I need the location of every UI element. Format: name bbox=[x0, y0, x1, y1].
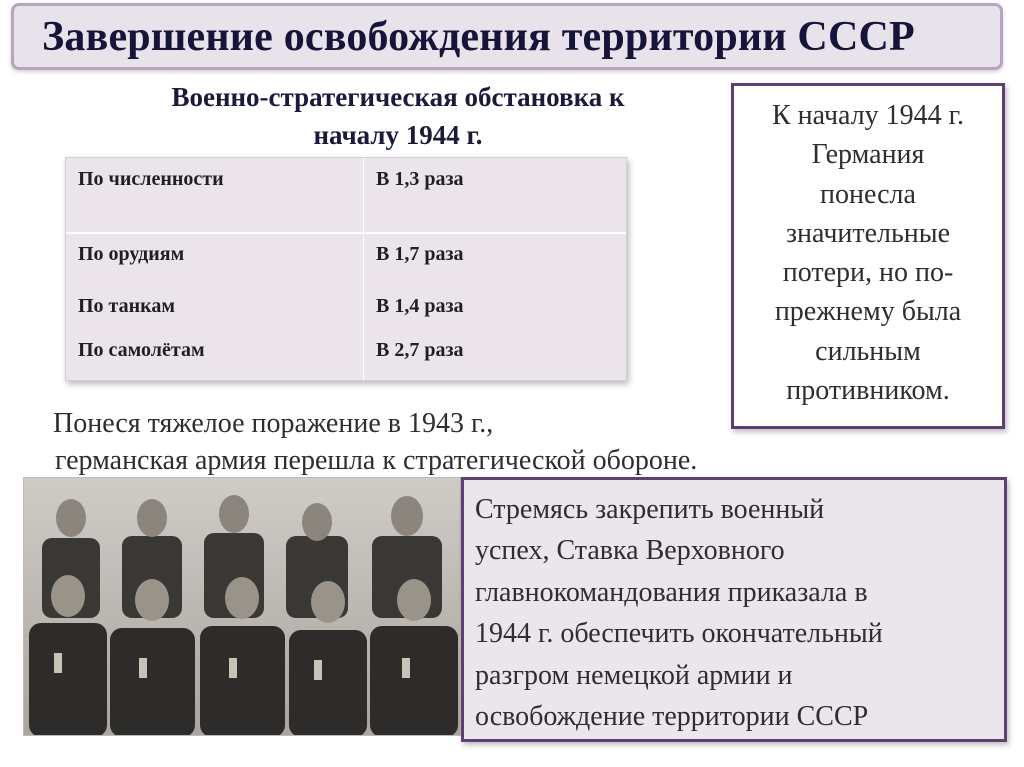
subtitle-line-1: Военно-стратегическая обстановка к bbox=[171, 82, 625, 112]
defeat-line-2: германская армия перешла к стратегической обороне. bbox=[55, 445, 698, 476]
stavka-line: главнокомандования приказала в bbox=[475, 576, 868, 608]
stavka-line: Стремясь закрепить военный bbox=[475, 494, 825, 525]
comparison-table bbox=[65, 157, 627, 381]
table-cell-label: По самолётам bbox=[78, 339, 205, 361]
stavka-order-box bbox=[461, 477, 1007, 742]
table-cell-label: По танкам bbox=[78, 295, 175, 317]
table-cell-label: По численности bbox=[78, 168, 224, 190]
table-cell-value: В 1,3 раза bbox=[376, 168, 464, 190]
germany-line: К началу 1944 г. bbox=[771, 100, 965, 131]
germany-line: значительные bbox=[785, 217, 951, 249]
stavka-line: успех, Ставка Верховного bbox=[475, 535, 785, 567]
stavka-line: разгром немецкой армии и bbox=[475, 659, 793, 691]
table-subtitle bbox=[92, 78, 704, 154]
stavka-line: 1944 г. обеспечить окончательный bbox=[475, 618, 883, 650]
subtitle-line-2: началу 1944 г. bbox=[313, 120, 483, 150]
table-column-divider bbox=[363, 158, 364, 380]
table-cell-value: В 1,4 раза bbox=[376, 295, 464, 317]
slide-title: Завершение освобождения территории СССР bbox=[42, 13, 915, 60]
generals-group-photo bbox=[23, 477, 461, 736]
germany-losses-box bbox=[731, 83, 1005, 429]
slide-title-box bbox=[11, 3, 1003, 70]
table-cell-value: В 2,7 раза bbox=[376, 339, 464, 361]
defeat-line-1: Понеся тяжелое поражение в 1943 г., bbox=[53, 408, 494, 439]
germany-line: прежнему была bbox=[774, 296, 962, 328]
table-cell-value: В 1,7 раза bbox=[376, 243, 464, 265]
germany-line: противником. bbox=[786, 375, 950, 407]
germany-line: Германия bbox=[811, 139, 925, 171]
germany-line: потери, но по- bbox=[782, 257, 954, 289]
defeat-paragraph bbox=[53, 405, 873, 479]
germany-line: понесла bbox=[820, 178, 916, 210]
germany-line: сильным bbox=[815, 335, 921, 367]
table-cell-label: По орудиям bbox=[78, 243, 185, 265]
table-row-divider bbox=[66, 232, 626, 234]
stavka-line: освобождение территории СССР bbox=[475, 701, 869, 733]
generals-photo-illustration bbox=[24, 478, 461, 736]
